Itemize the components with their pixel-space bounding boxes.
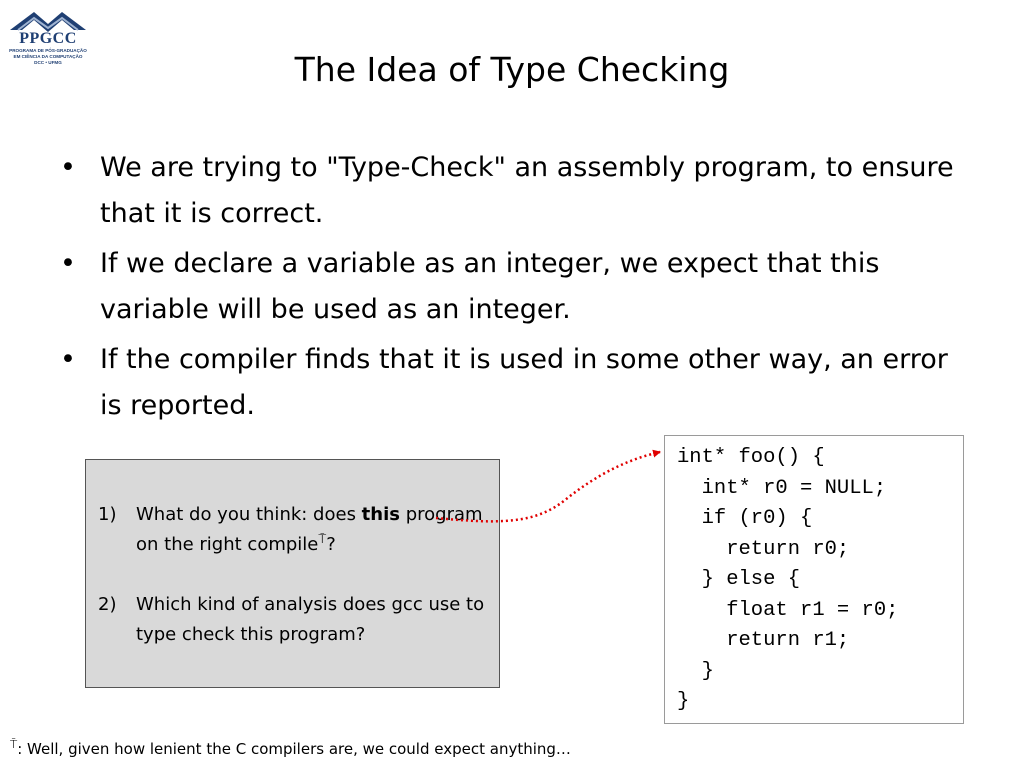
question-end: ? (326, 534, 336, 555)
question-number: 2) (98, 594, 117, 615)
logo-line-3: DCC • UFMG (34, 60, 62, 65)
logo-name: PPGCC (19, 30, 77, 47)
arrow-path (436, 452, 660, 521)
footnote-text: : Well, given how lenient the C compilers are, we could expect anything… (17, 740, 571, 758)
question-text-before: What do you think: does (136, 504, 362, 525)
question-text-after: program on the right compile (136, 504, 483, 555)
bullet-dot: • (60, 152, 76, 183)
logo-line-2: EM CIÊNCIA DA COMPUTAÇÃO (13, 54, 83, 59)
logo-line-1: PROGRAMA DE PÓS-GRADUAÇÃO (9, 48, 87, 53)
code-listing: int* foo() { int* r0 = NULL; if (r0) { return r0; } else { float r1 = r0; return r1; } } (677, 446, 899, 713)
bullet-text: We are trying to "Type-Check" an assembly program, to ensure that it is correct. (100, 152, 954, 229)
footnote (10, 737, 571, 758)
bullet-text: If the compiler finds that it is used in some other way, an error is reported. (100, 344, 948, 421)
footnote-mark-icon: ⍑ (318, 532, 327, 547)
footnote-mark-icon: ⍑ (10, 737, 18, 751)
slide-title: The Idea of Type Checking (294, 50, 730, 89)
question-number: 1) (98, 504, 117, 525)
bullet-dot: • (60, 248, 76, 279)
question-text: Which kind of analysis does gcc use to type check this program? (136, 594, 485, 645)
question-bold-word: this (361, 504, 400, 525)
bullet-text: If we declare a variable as an integer, we expect that this variable will be used as an integer. (100, 248, 880, 325)
bullet-dot: • (60, 344, 76, 375)
